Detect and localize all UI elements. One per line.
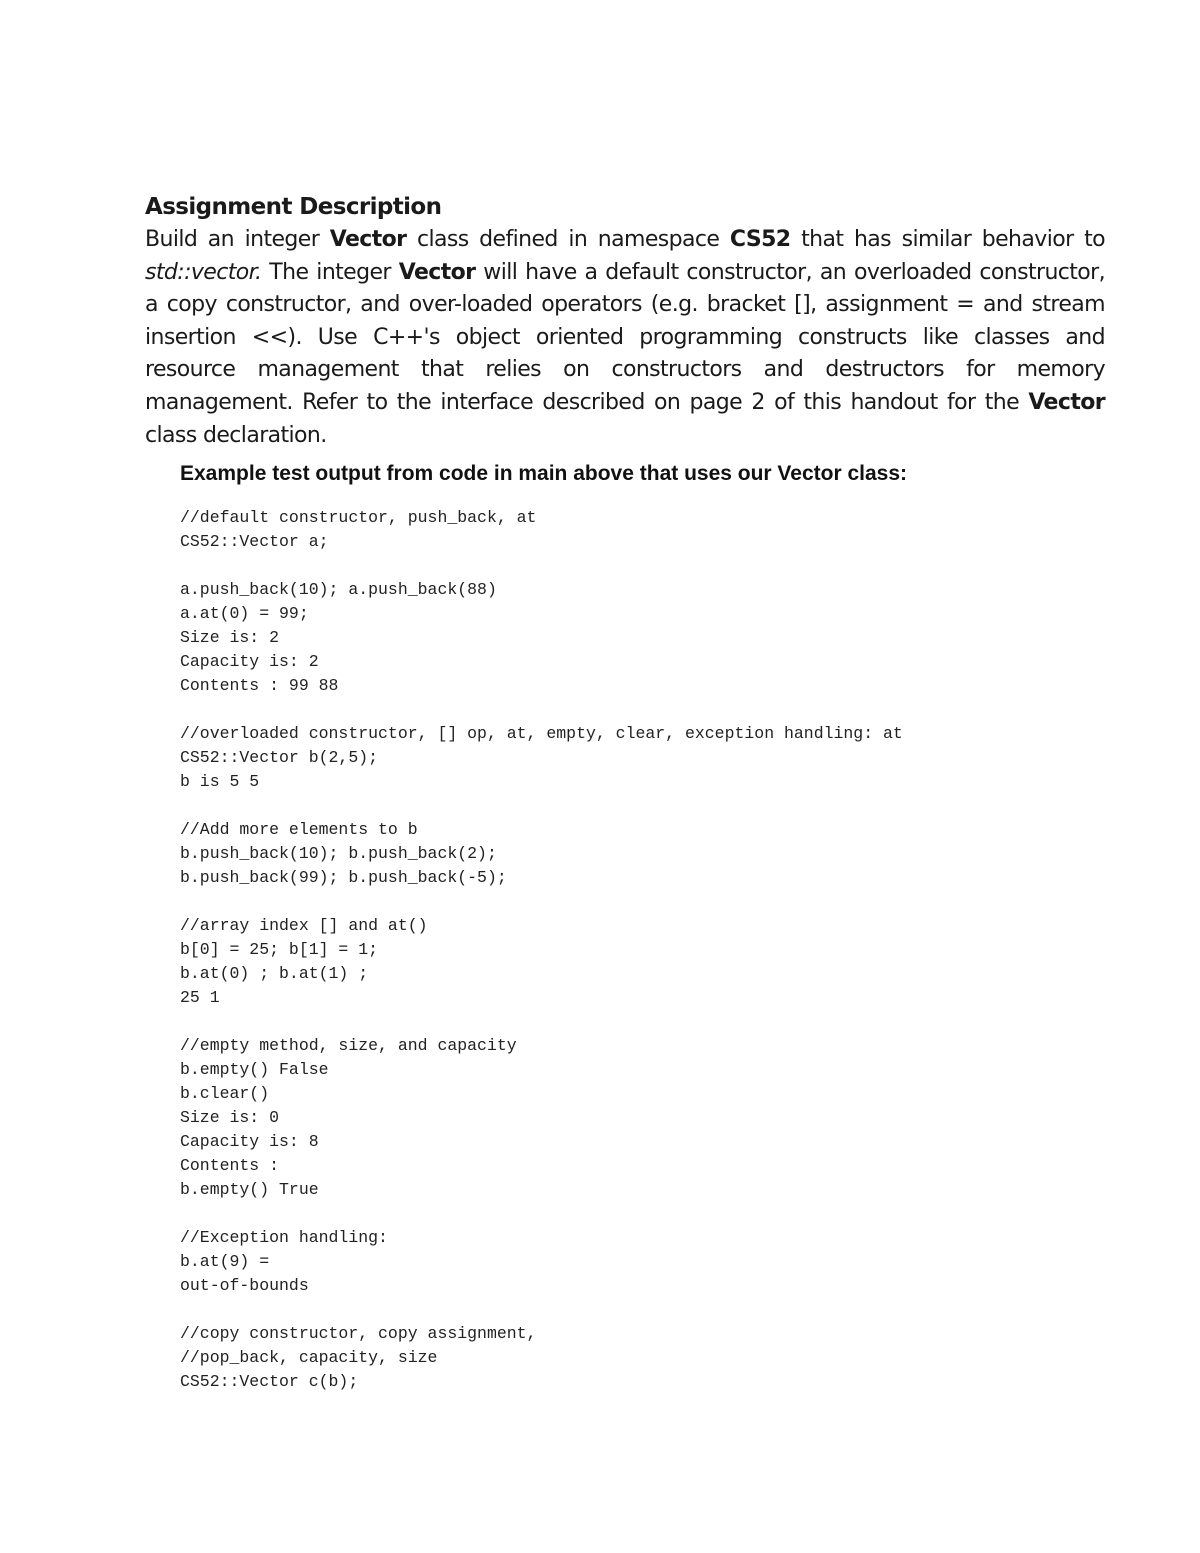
code-line: b.push_back(10); b.push_back(2); xyxy=(180,844,497,863)
class-name-vector: Vector xyxy=(1028,389,1105,415)
code-line: //pop_back, capacity, size xyxy=(180,1348,438,1367)
code-line: CS52::Vector b(2,5); xyxy=(180,748,379,767)
section-heading: Assignment Description xyxy=(145,194,442,220)
code-line xyxy=(180,794,903,818)
code-line: Capacity is: 8 xyxy=(180,1132,319,1151)
code-line: CS52::Vector a; xyxy=(180,532,329,551)
example-output-code-block xyxy=(180,506,903,1394)
code-line: //Add more elements to b xyxy=(180,820,418,839)
code-line xyxy=(180,1298,903,1322)
code-line: b.push_back(99); b.push_back(-5); xyxy=(180,868,507,887)
code-line: out-of-bounds xyxy=(180,1276,309,1295)
assignment-description xyxy=(145,224,1105,452)
code-line: b.at(0) ; b.at(1) ; xyxy=(180,964,369,983)
description-text: The integer xyxy=(261,259,399,285)
namespace-name: CS52 xyxy=(729,227,791,252)
std-vector-reference: std::vector. xyxy=(145,259,262,285)
code-line: //Exception handling: xyxy=(180,1228,388,1247)
description-text: that has similar behavior to xyxy=(790,227,1105,252)
code-line: b.clear() xyxy=(180,1084,270,1103)
code-line: b is 5 5 xyxy=(180,772,260,791)
code-line xyxy=(180,554,903,578)
code-line xyxy=(180,890,903,914)
code-line: //empty method, size, and capacity xyxy=(180,1036,517,1055)
class-name-vector: Vector xyxy=(329,227,407,252)
description-text: Build an integer xyxy=(145,227,330,252)
code-line xyxy=(180,1010,903,1034)
description-text: class declaration. xyxy=(145,422,327,448)
code-line: //default constructor, push_back, at xyxy=(180,508,537,527)
code-line xyxy=(180,1202,903,1226)
code-line: b[0] = 25; b[1] = 1; xyxy=(180,940,379,959)
code-line xyxy=(180,698,903,722)
code-line: 25 1 xyxy=(180,988,220,1007)
example-output-heading: Example test output from code in main above that uses our Vector class: xyxy=(180,462,908,485)
code-line: b.empty() True xyxy=(180,1180,319,1199)
code-line: //array index [] and at() xyxy=(180,916,428,935)
code-line: b.empty() False xyxy=(180,1060,329,1079)
code-line: Contents : 99 88 xyxy=(180,676,339,695)
code-line: a.at(0) = 99; xyxy=(180,604,309,623)
code-line: //overloaded constructor, [] op, at, empty, clear, exception handling: at xyxy=(180,724,903,743)
code-line: Size is: 2 xyxy=(180,628,280,647)
description-text: will have a default constructor, an overloaded constructor, a copy constructor, and over-loaded operators (e.g. bracket [], assignment = and stream insertion <<). Use C++'s object oriented programming constructs like classes and resource management that relies on constructors and destructors for memory management. Refer to the interface described on page 2 of this handout for the xyxy=(145,259,1106,415)
code-line: CS52::Vector c(b); xyxy=(180,1372,359,1391)
description-text: class defined in namespace xyxy=(406,227,730,252)
code-line: //copy constructor, copy assignment, xyxy=(180,1324,537,1343)
code-line: Size is: 0 xyxy=(180,1108,280,1127)
code-line: a.push_back(10); a.push_back(88) xyxy=(180,580,497,599)
code-line: b.at(9) = xyxy=(180,1252,270,1271)
code-line: Contents : xyxy=(180,1156,280,1175)
class-name-vector: Vector xyxy=(398,259,476,285)
code-line: Capacity is: 2 xyxy=(180,652,319,671)
